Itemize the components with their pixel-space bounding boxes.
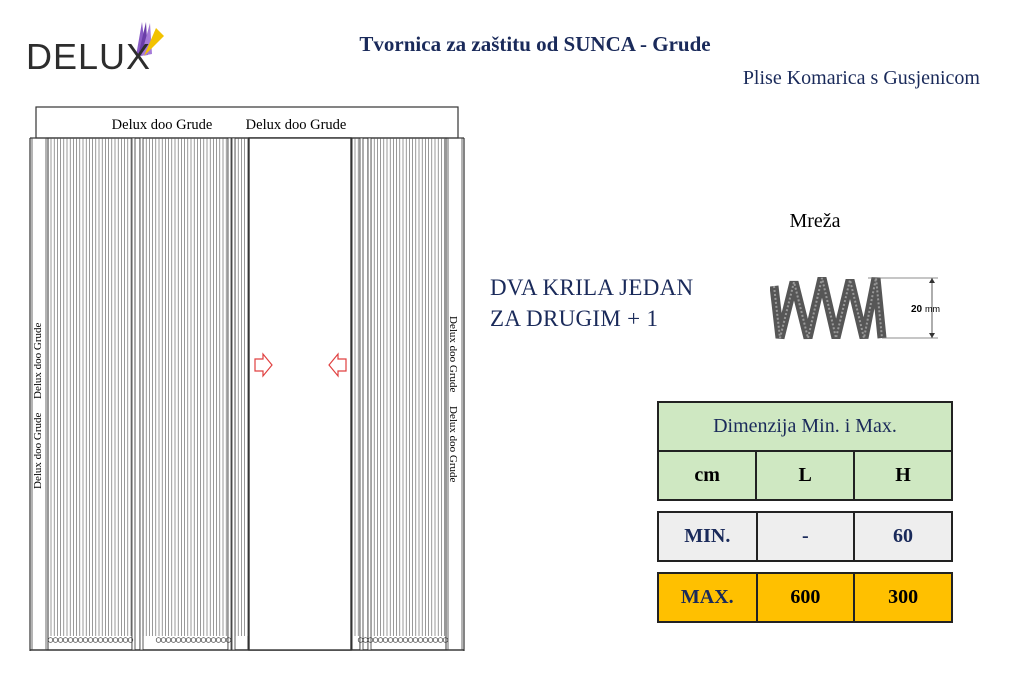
open-panel — [249, 138, 351, 650]
col-h: H — [854, 451, 952, 500]
product-line-2: ZA DRUGIM + 1 — [490, 306, 659, 331]
logo-text: DELUX — [26, 36, 152, 77]
side-label-left-1: Delux doo Grude — [32, 412, 44, 489]
side-label-left-2: Delux doo Grude — [32, 322, 44, 399]
pleated-panels — [48, 138, 446, 650]
top-label-2: Delux doo Grude — [245, 117, 347, 133]
page-title: Tvornica za zaštitu od SUNCA - Grude — [359, 32, 711, 56]
dimensions-header-table — [657, 401, 953, 501]
max-h: 300 — [854, 573, 952, 622]
product-drawing — [28, 106, 468, 652]
dimensions-title: Dimenzija Min. i Max. — [658, 402, 952, 451]
min-l: - — [757, 512, 855, 561]
max-l: 600 — [757, 573, 855, 622]
side-label-right-2: Delux doo Grude — [447, 406, 459, 483]
mesh-label: Mreža — [789, 210, 841, 232]
top-label-1: Delux doo Grude — [111, 117, 213, 133]
mesh-dimension-unit: mm — [925, 304, 940, 314]
dimensions-min-row — [657, 511, 953, 562]
pleated-mesh-icon — [770, 268, 950, 348]
product-description — [490, 272, 693, 334]
product-line-1: DVA KRILA JEDAN — [490, 275, 694, 300]
delux-logo — [24, 18, 169, 78]
page-subtitle: Plise Komarica s Gusjenicom — [742, 67, 980, 89]
col-l: L — [756, 451, 854, 500]
dimensions-max-row — [657, 572, 953, 623]
col-cm: cm — [658, 451, 756, 500]
mesh-dimension-value: 20 — [911, 304, 923, 315]
min-h: 60 — [854, 512, 952, 561]
side-label-right-1: Delux doo Grude — [447, 316, 459, 393]
side-rails — [32, 138, 462, 650]
min-label: MIN. — [658, 512, 757, 561]
max-label: MAX. — [658, 573, 757, 622]
